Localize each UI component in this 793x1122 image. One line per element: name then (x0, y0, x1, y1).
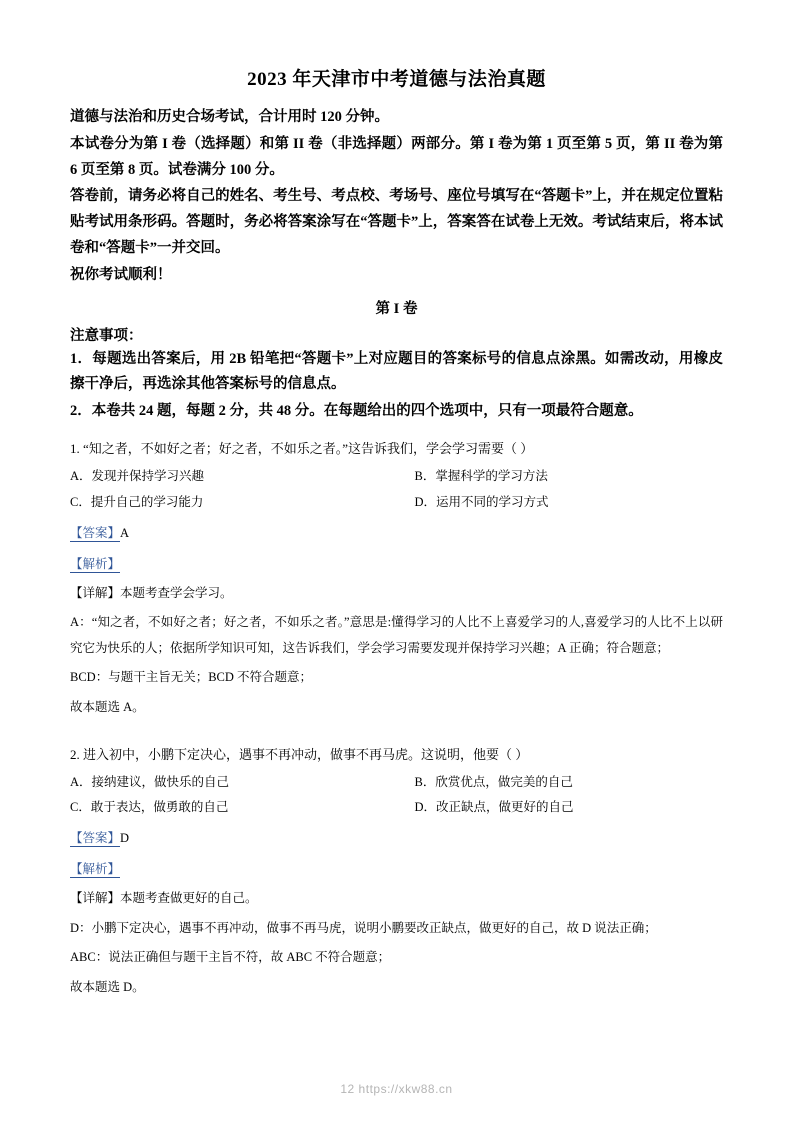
option-b: B．掌握科学的学习方法 (414, 469, 548, 484)
section-heading: 第 I 卷 (375, 300, 418, 317)
option-c: C．提升自己的学习能力 (70, 494, 204, 509)
option-row (70, 491, 723, 515)
detail-line: A：“知之者，不如好之者；好之者，不如乐之者。”意思是:懂得学习的人比不上喜爱学习的人,喜爱学习的人比不上以研究它为快乐的人；依据所学知识可知，这告诉我们，学会学习需要发现并保持学习兴趣；A 正确；符合题意； (70, 615, 723, 655)
option-a: A．发现并保持学习兴趣 (70, 469, 205, 484)
answer-label: 【答案】 (70, 525, 121, 540)
intro-paragraph-2: 本试卷分为第 I 卷（选择题）和第 II 卷（非选择题）两部分。第 I 卷为第 1 页至第 5 页，第 II 卷为第 6 页至第 8 页。试卷满分 100 分。 (70, 135, 723, 178)
notice-item-1: 1．每题选出答案后，用 2B 铅笔把“答题卡”上对应题目的答案标号的信息点涂黑。如需改动，用橡皮擦干净后，再选涂其他答案标号的信息点。 (70, 350, 723, 393)
analysis-label: 【解析】 (70, 556, 121, 571)
detail-line: D：小鹏下定决心，遇事不再冲动，做事不再马虎，说明小鹏要改正缺点，做更好的自己，故 D 说法正确； (70, 920, 657, 935)
detail-line: ABC：说法正确但与题干主旨不符，故 ABC 不符合题意； (70, 950, 391, 965)
option-d: D．运用不同的学习方式 (414, 494, 549, 509)
question-block (70, 743, 723, 1001)
intro-paragraph-1: 道德与法治和历史合场考试，合计用时 120 分钟。 (70, 109, 389, 125)
question-stem: 2. 进入初中，小鹏下定决心，遇事不再冲动，做事不再马虎。这说明，他要（ ） (70, 746, 529, 762)
intro-paragraph-3: 答卷前，请务必将自己的姓名、考生号、考点校、考场号、座位号填写在“答题卡”上，并在规定位置粘贴考试用条形码。答题时，务必将答案涂写在“答题卡”上，答案答在试卷上无效。考试结束后，将本试卷和“答题卡”一并交回。 (70, 188, 723, 256)
answer-line (70, 521, 723, 546)
notice-item-2: 2．本卷共 24 题，每题 2 分，共 48 分。在每题给出的四个选项中，只有一项最符合题意。 (70, 403, 643, 420)
detail-line: 故本题选 A。 (70, 700, 145, 715)
analysis-line (70, 552, 723, 577)
option-a: A．接纳建议，做快乐的自己 (70, 774, 230, 789)
detail-line: 【详解】本题考查做更好的自己。 (70, 891, 258, 906)
question-block (70, 437, 723, 721)
option-row (70, 465, 723, 489)
analysis-label: 【解析】 (70, 862, 121, 877)
option-row (70, 796, 723, 820)
analysis-line (70, 857, 723, 882)
detail-line: 故本题选 D。 (70, 980, 145, 995)
option-d: D．改正缺点，做更好的自己 (414, 800, 574, 815)
answer-value: D (120, 831, 130, 846)
answer-value: A (120, 525, 130, 540)
detail-line: BCD：与题干主旨无关；BCD 不符合题意； (70, 670, 313, 685)
section-spacer (70, 725, 723, 731)
question-stem: 1. “知之者，不如好之者；好之者，不如乐之者。”这告诉我们，学会学习需要（ ） (70, 440, 534, 456)
intro-paragraph-4: 祝你考试顺利！ (70, 266, 172, 283)
option-c: C．敢于表达，做勇敢的自己 (70, 800, 229, 815)
page-title: 2023 年天津市中考道德与法治真题 (247, 69, 546, 90)
answer-label: 【答案】 (70, 831, 121, 846)
notice-label: 注意事项： (70, 327, 143, 344)
option-b: B．欣赏优点，做完美的自己 (414, 774, 573, 789)
page-footer: 12 https://xkw88.cn (340, 1082, 453, 1096)
option-row (70, 771, 723, 795)
answer-line (70, 826, 723, 851)
detail-line: 【详解】本题考查学会学习。 (70, 585, 233, 600)
